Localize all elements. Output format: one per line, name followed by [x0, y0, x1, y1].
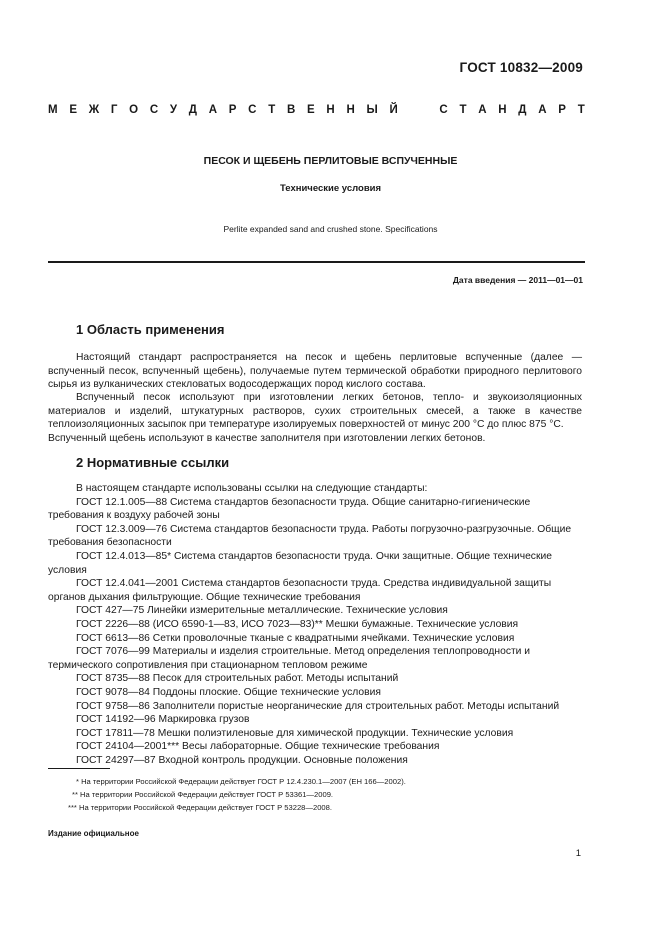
footnote-1: * На территории Российской Федерации действует ГОСТ Р 12.4.230.1—2007 (ЕН 166—2002).	[76, 777, 406, 786]
footnote-divider	[48, 768, 110, 769]
scope-paragraph-2: Вспученный песок используют при изготовлении легких бетонов, тепло- и звукоизоляционных материалов и изделий, штукатурных растворов, сухих строительных смесей, а также в качестве теплоизоляционных засыпок при температуре изолируемых поверхностей от минус 200 °С до плюс 875 °С.	[48, 392, 582, 431]
standard-type-letter: Р	[228, 104, 237, 116]
standard-type-letter: Ы	[366, 104, 378, 116]
standard-type-letter: Т	[577, 104, 585, 116]
standard-type-letter: Т	[459, 104, 467, 116]
standard-type-letter: Г	[110, 104, 118, 116]
standard-type-letter: Д	[188, 104, 197, 116]
standard-type-letter: Н	[346, 104, 355, 116]
references-intro: В настоящем стандарте использованы ссылки на следующие стандарты:	[76, 483, 428, 494]
standard-type-letter: Д	[518, 104, 527, 116]
standard-type-letter: А	[208, 104, 218, 116]
document-subtitle: Технические условия	[279, 183, 382, 194]
reference-item: ГОСТ 12.4.041—2001 Система стандартов безопасности труда. Средства индивидуальной защиты органов дыхания фильтрующие. Общие технические требования	[48, 578, 552, 603]
references-list	[48, 482, 582, 767]
standard-type-letter: А	[538, 104, 547, 116]
standard-number: ГОСТ 10832—2009	[459, 60, 583, 75]
standard-type-letter: С	[439, 104, 448, 116]
footnote-3: *** На территории Российской Федерации действует ГОСТ Р 53228—2008.	[68, 803, 332, 812]
reference-item: ГОСТ 8735—88 Песок для строительных работ. Методы испытаний	[76, 673, 399, 685]
standard-type-heading	[48, 104, 585, 116]
reference-item: ГОСТ 6613—86 Сетки проволочные тканые с квадратными ячейками. Технические условия	[76, 632, 515, 644]
official-edition-label: Издание официальное	[48, 829, 139, 838]
standard-type-letter: С	[149, 104, 159, 116]
standard-type-letter: Й	[389, 104, 398, 116]
standard-type-letter: Р	[558, 104, 566, 116]
standard-type-gap	[410, 104, 413, 116]
section-heading-scope: 1 Область применения	[76, 322, 225, 337]
reference-item: ГОСТ 24104—2001*** Весы лабораторные. Общие технические требования	[76, 741, 440, 753]
title-divider	[48, 261, 585, 263]
scope-paragraph-2-last: Вспученный щебень используют в качестве заполнителя при изготовлении легких бетонов.	[48, 433, 486, 444]
reference-item: ГОСТ 24297—87 Входной контроль продукции. Основные положения	[76, 754, 408, 766]
document-title: ПЕСОК И ЩЕБЕНЬ ПЕРЛИТОВЫЕ ВСПУЧЕННЫЕ	[203, 155, 458, 167]
standard-type-letter: Е	[69, 104, 77, 116]
footnote-2: ** На территории Российской Федерации действует ГОСТ Р 53361—2009.	[72, 790, 334, 799]
standard-type-letter: О	[129, 104, 139, 116]
standard-type-letter: Н	[498, 104, 507, 116]
english-title: Perlite expanded sand and crushed stone. Specifications	[223, 224, 438, 234]
reference-item: ГОСТ 427—75 Линейки измерительные металлические. Технические условия	[76, 605, 448, 617]
page-number: 1	[575, 848, 581, 859]
reference-item: ГОСТ 12.1.005—88 Система стандартов безопасности труда. Общие санитарно-гигиенические требования к воздуху рабочей зоны	[48, 496, 531, 522]
section-heading-references: 2 Нормативные ссылки	[76, 455, 230, 470]
standard-type-letter: А	[478, 104, 487, 116]
reference-item: ГОСТ 9078—84 Поддоны плоские. Общие технические условия	[76, 686, 381, 698]
introduction-date: Дата введения — 2011—01—01	[452, 275, 583, 285]
standard-type-letter: Ж	[88, 104, 100, 116]
standard-type-letter: С	[248, 104, 257, 116]
reference-item: ГОСТ 7076—99 Материалы и изделия строительные. Метод определения теплопроводности и термического сопротивления при стационарном тепловом режиме	[48, 646, 531, 671]
reference-item: ГОСТ 9758—86 Заполнители пористые неорганические для строительных работ. Методы испытаний	[76, 700, 560, 712]
reference-item: ГОСТ 12.3.009—76 Система стандартов безопасности труда. Работы погрузочно-разгрузочные. Общие требования безопасности	[48, 523, 572, 549]
reference-item: ГОСТ 14192—96 Маркировка грузов	[76, 714, 250, 726]
standard-type-letter: Н	[326, 104, 335, 116]
standard-type-letter: У	[169, 104, 178, 116]
standard-type-letter: Т	[268, 104, 276, 116]
reference-item: ГОСТ 2226—88 (ИСО 6590-1—83, ИСО 7023—83)** Мешки бумажные. Технические условия	[76, 618, 519, 630]
reference-item: ГОСТ 17811—78 Мешки полиэтиленовые для химической продукции. Технические условия	[76, 727, 514, 739]
standard-type-gap	[424, 104, 427, 116]
standard-type-letter: В	[286, 104, 296, 116]
reference-item: ГОСТ 12.4.013—85* Система стандартов безопасности труда. Очки защитные. Общие технические условия	[48, 550, 552, 576]
standard-type-letter: Е	[307, 104, 315, 116]
standard-type-letter: М	[48, 104, 58, 116]
scope-paragraph-1: Настоящий стандарт распространяется на песок и щебень перлитовые вспученные (далее — вспученный песок, вспученный щебень), получаемые путем термической обработки природного перлитового сырья из вулканических стекловатых водосодержащих пород кислого состава.	[48, 352, 582, 391]
